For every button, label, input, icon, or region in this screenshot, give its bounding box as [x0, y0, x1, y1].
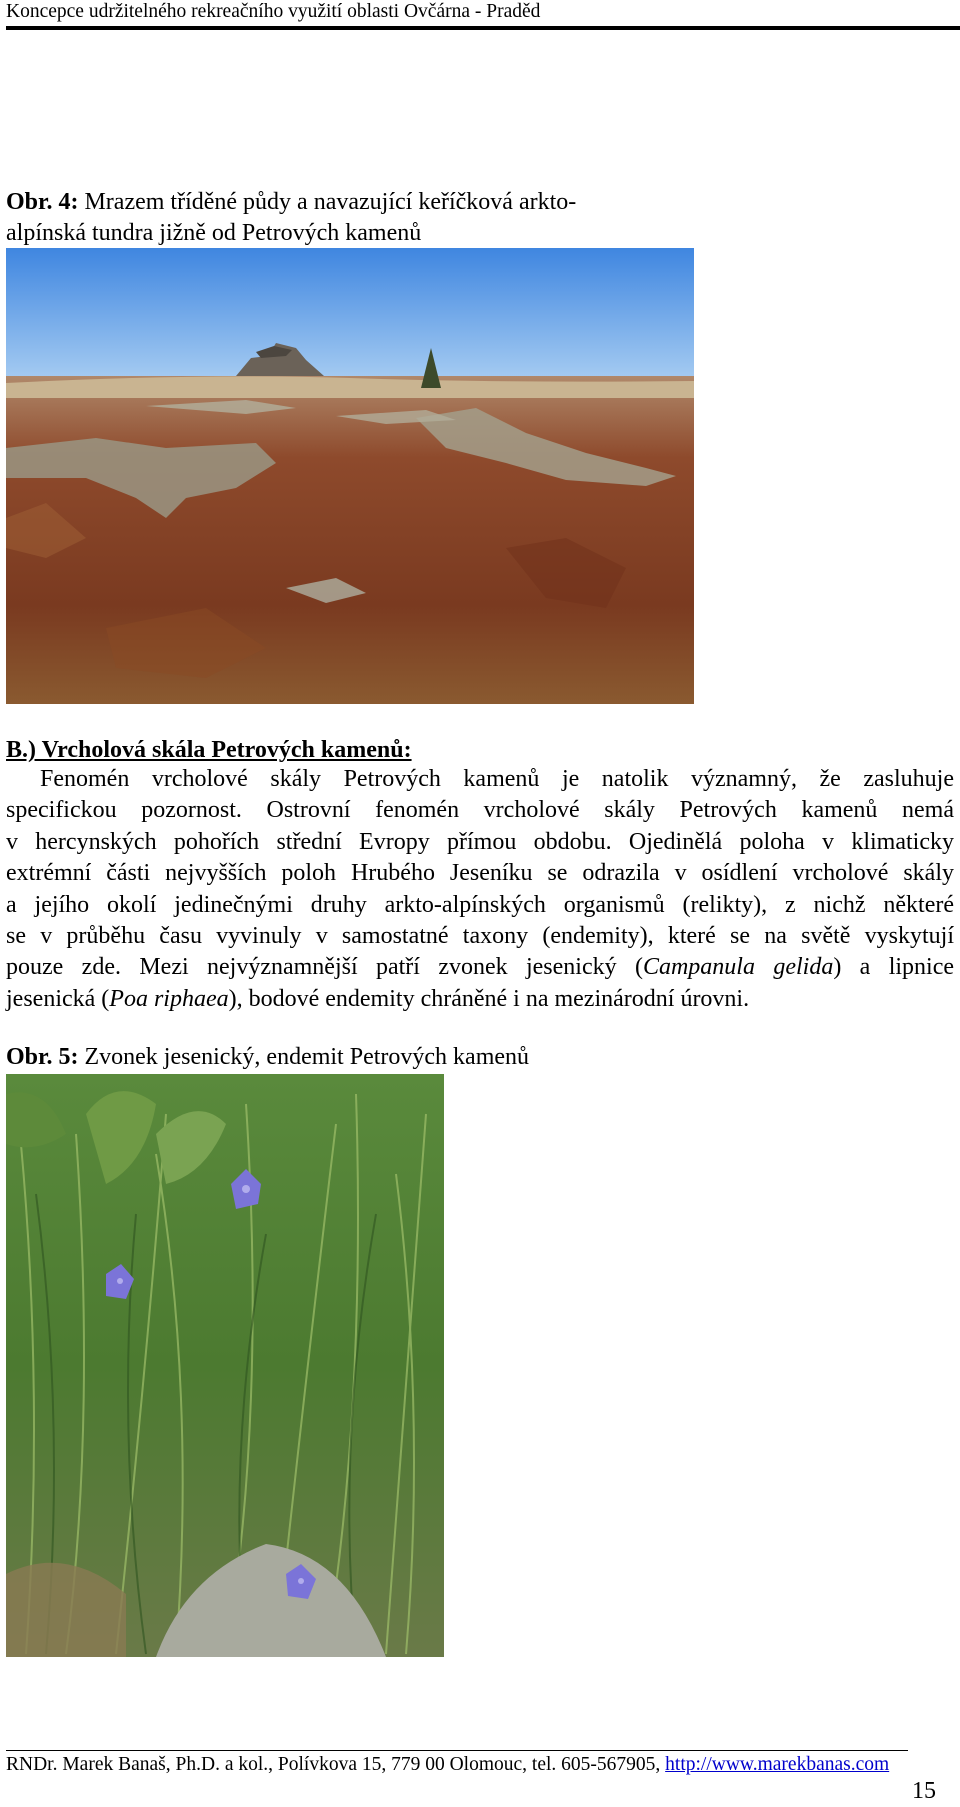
tundra-photo [6, 248, 694, 704]
footer-divider [6, 1750, 908, 1751]
species-name-poa: Poa riphaea [109, 985, 229, 1012]
line7-text-a: pouze zde. Mezi nejvýznamnější patří zvonek jesenický ( [6, 954, 643, 981]
footer-website-link[interactable]: http://www.marekbanas.com [665, 1754, 890, 1775]
figure-4-caption-line1: Mrazem tříděné půdy a navazující keříčková arkto- [84, 189, 577, 215]
line7-text-b: ) a lipnice [833, 954, 954, 981]
paragraph-line: specifickou pozornost. Ostrovní fenomén vrcholové skály Petrových kamenů nemá [6, 797, 954, 824]
figure-5-caption [6, 1042, 529, 1073]
paragraph-line: Fenomén vrcholové skály Petrových kamenů je natolik významný, že zasluhuje [40, 766, 954, 792]
bellflower-photo [6, 1074, 444, 1657]
page-footer [6, 1753, 889, 1777]
header-divider [6, 26, 960, 30]
figure-5-label: Obr. 5: [6, 1044, 79, 1070]
page-header [6, 0, 960, 30]
paragraph-line [6, 952, 954, 983]
paragraph-line: extrémní části nejvyšších poloh Hrubého Jeseníku se odrazila v osídlení vrcholové skály [6, 860, 954, 887]
paragraph-line: a jejího okolí jedinečnými druhy arkto-alpínských organismů (relikty), z nichž některé [6, 891, 954, 918]
document-title: Koncepce udržitelného rekreačního využití oblasti Ovčárna - Praděd [6, 1, 541, 22]
line8-text-a: jesenická ( [6, 985, 110, 1012]
species-name-campanula: Campanula gelida [642, 954, 834, 981]
figure-4-label: Obr. 4: [6, 189, 79, 215]
paragraph-line: v hercynských pohořích střední Evropy přímou obdobu. Ojedinělá poloha v klimaticky [6, 828, 954, 855]
paragraph-line: se v průběhu času vyvinuly v samostatné taxony (endemity), které se na světě vyskytují [6, 923, 954, 950]
figure-5-caption-text: Zvonek jesenický, endemit Petrových kamenů [84, 1044, 530, 1070]
footer-author-contact: RNDr. Marek Banaš, Ph.D. a kol., Polívkova 15, 779 00 Olomouc, tel. 605-567905, [6, 1754, 666, 1775]
line8-text-b: ), bodové endemity chráněné i na mezinárodní úrovni. [228, 985, 750, 1012]
paragraph-line [6, 984, 954, 1015]
figure-4-caption-line2: alpínská tundra jižně od Petrových kamenů [6, 220, 422, 246]
bellflower-photo-image [6, 1074, 444, 1657]
section-heading: B.) Vrcholová skála Petrových kamenů: [6, 737, 412, 763]
page-number: 15 [912, 1778, 936, 1804]
figure-4-caption [6, 187, 692, 249]
section-paragraph [6, 764, 954, 1015]
tundra-photo-image [6, 248, 694, 704]
